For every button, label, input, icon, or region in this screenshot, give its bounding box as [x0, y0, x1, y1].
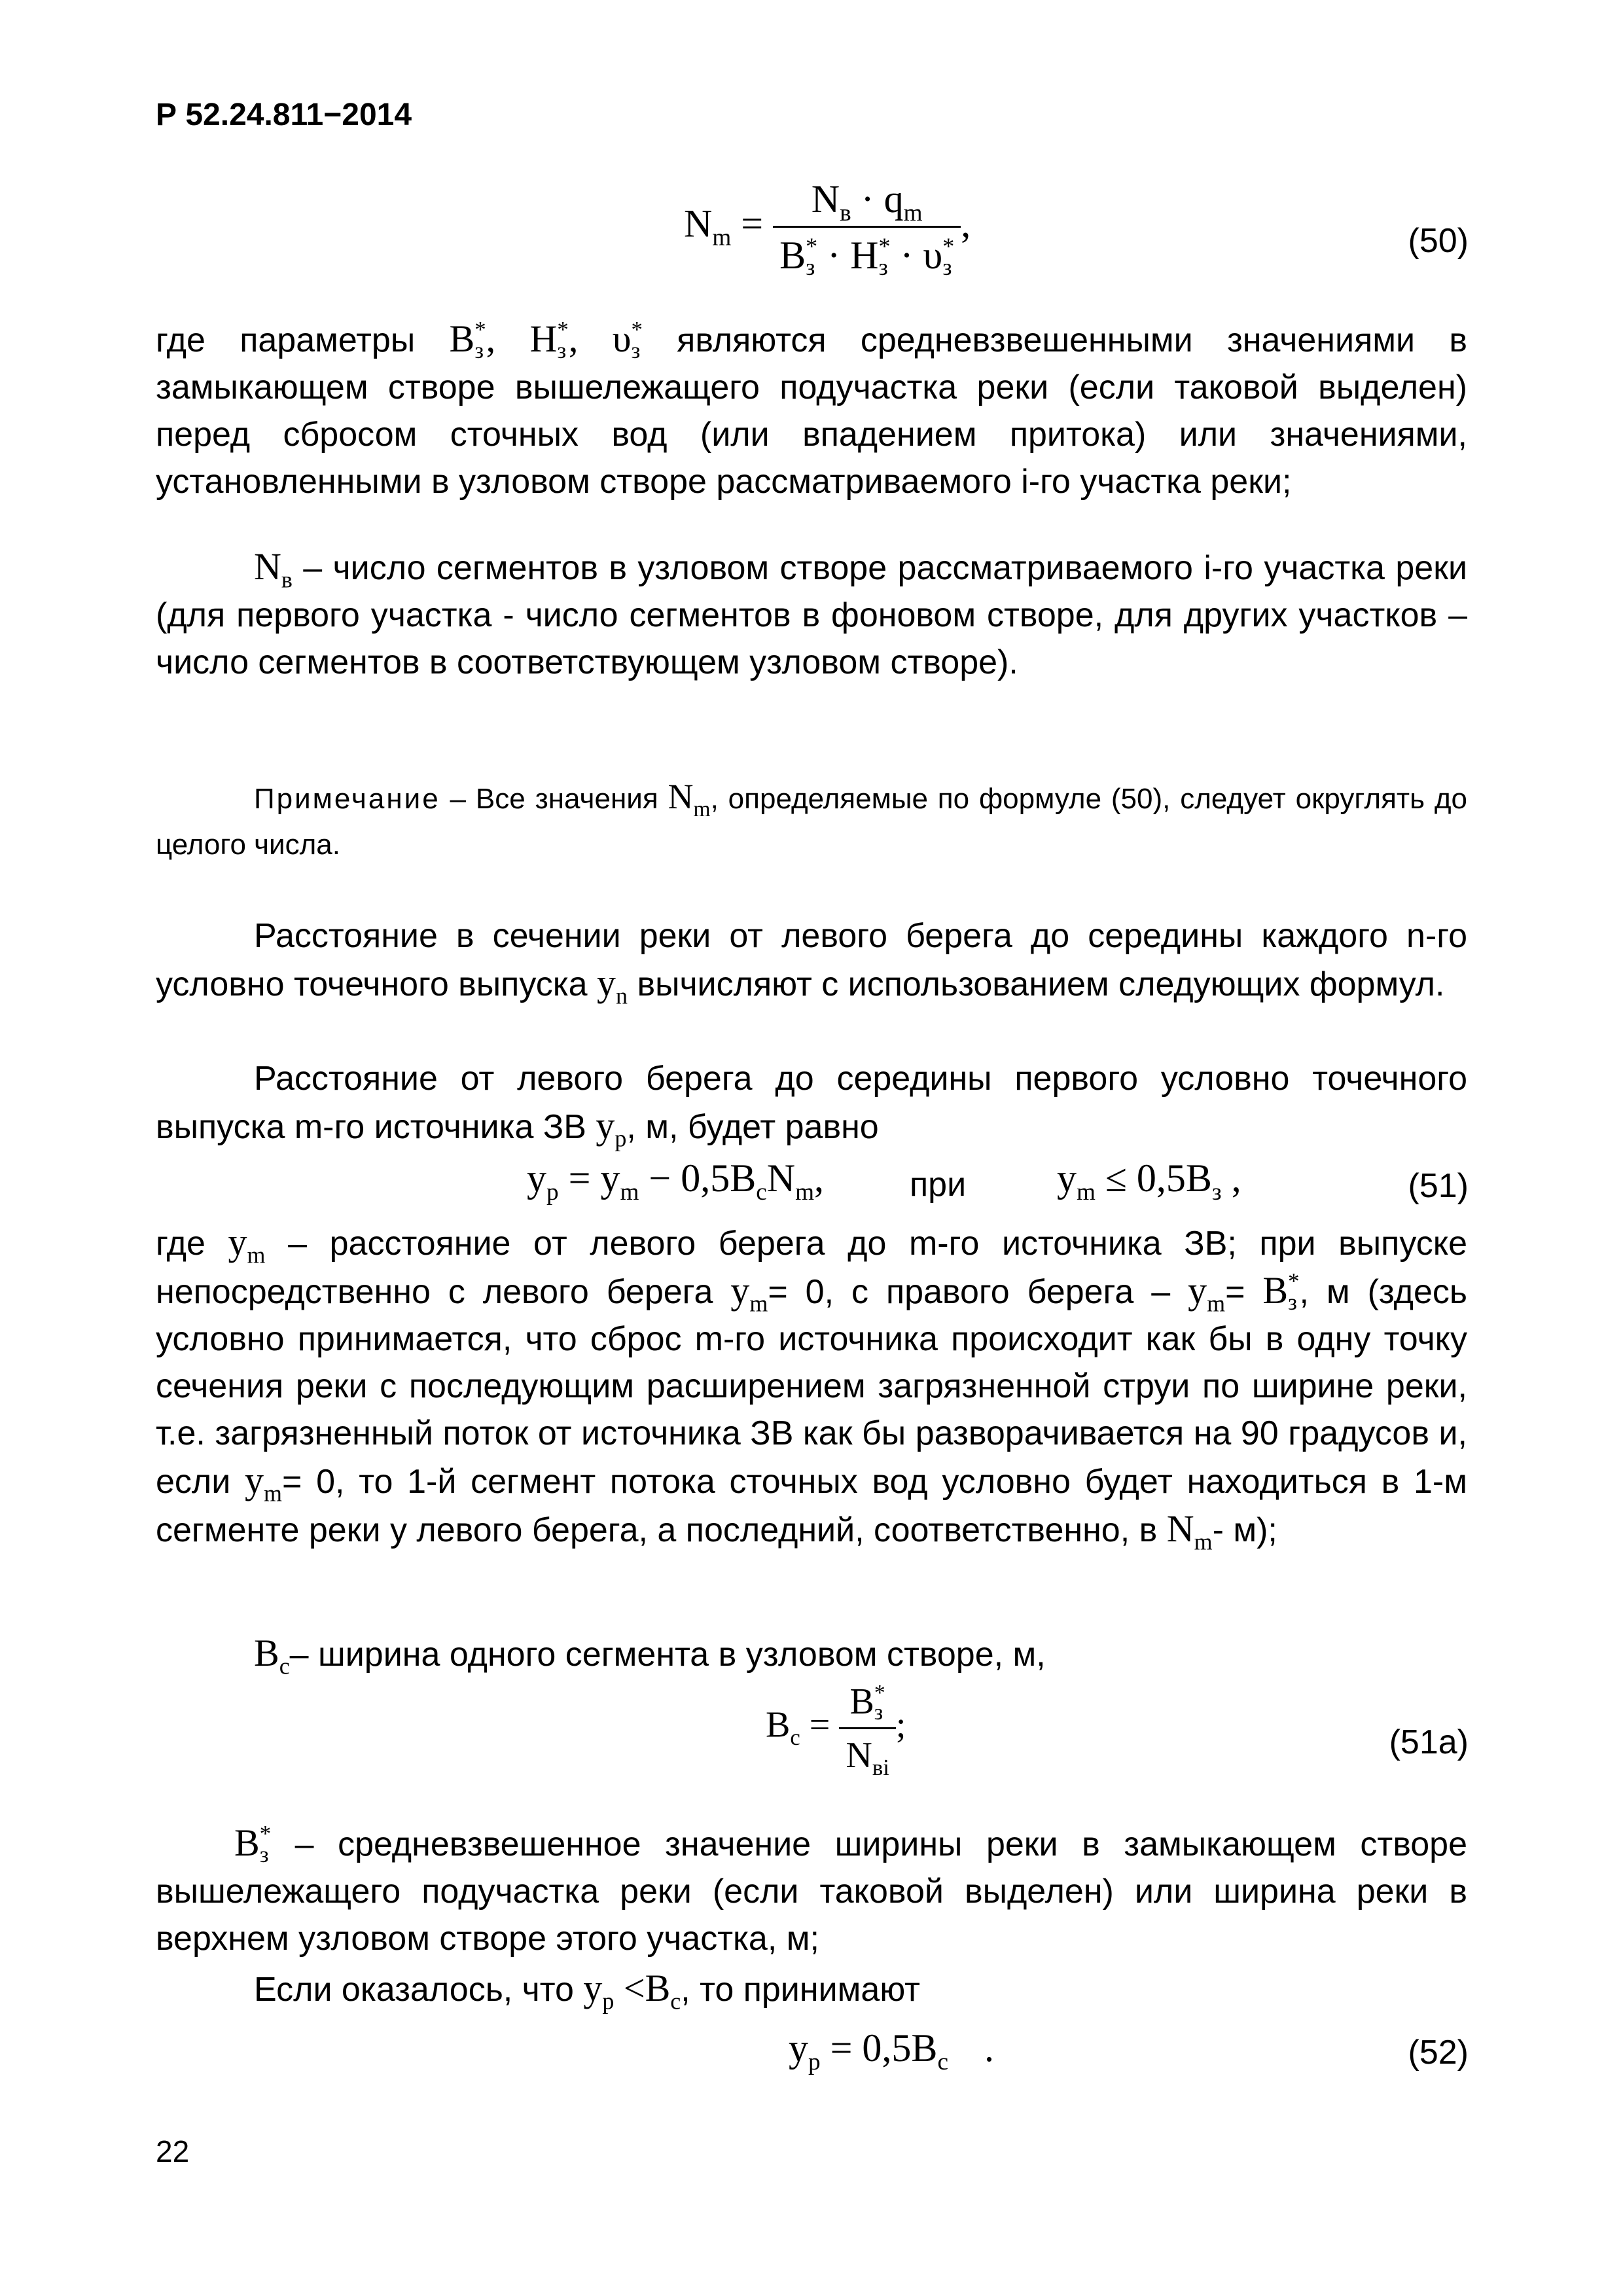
paragraph-ym-definition: где $y_m$ – расстояние от левого берега до m-го источника ЗВ; при выпуске непосредственно с левого берега $y_m= 0$, с правого берега – $y_m= B$ * з , м (здесь условно принимается, что сброс m-го источника происходит как бы в одну точку сечения реки с последующим расширением загрязненной струи по ширине реки, т.е. загрязненный поток от источника ЗВ как бы разворачивается на 90 градусов и, если $y_m= 0$, то 1-й сегмент потока сточных вод условно будет находиться в 1-м сегменте реки у левого берега, а последний, соответственно, в $N_m-$ м); [156, 1221, 1467, 1555]
formula-51-condition-word: при [910, 1166, 967, 1204]
document-code-header: Р 52.24.811−2014 [156, 98, 412, 132]
formula-51: $y_p = y_m - 0,5B_cN_m$, [527, 1157, 825, 1206]
paragraph-if-condition: Если оказалось, что $y_p <B_c$, то принимают [254, 1967, 920, 2015]
paragraph-segment-width: $B_c-$ ширина одного сегмента в узловом створе, м, [254, 1632, 1046, 1679]
paragraph-river-width: B * з – средневзвешенное значение ширины реки в замыкающем створе вышележащего подучастка реки (если таковой выделен) или ширина реки в верхнем узловом створе этого участка, м; [156, 1821, 1467, 1958]
note-label: Примечание [254, 783, 440, 815]
formula-50: $N_m$ = $N_в \cdot q_m$ B * з · H * з · υ * з , [684, 177, 971, 281]
formula-52-number: (52) [1408, 2034, 1469, 2072]
page-number: 22 [156, 2134, 190, 2168]
formula-51-condition: $y_m \le 0,5B_з$ , [1057, 1157, 1241, 1206]
formula-52: $y_p = 0,5B_c$ . [789, 2026, 994, 2075]
formula-50-number: (50) [1408, 222, 1469, 260]
formula-51a-fraction: B * з $N_{вi}$ [839, 1681, 896, 1776]
paragraph-parameters: где параметры B * з , H * з , υ * з являются средневзвешенными значениями в замыкающем створе вышележащего подучастка реки (если таковой выделен) перед сбросом сточных вод (или впадением притока) или значениями, установленными в узловом створе рассматриваемого i-го участка реки; [156, 317, 1467, 501]
formula-50-fraction: $N_в \cdot q_m$ B * з · H * з · υ * з [773, 177, 961, 278]
paragraph-segments-count: $N_в$ – число сегментов в узловом створе рассматриваемого i-го участка реки (для первого участка - число сегментов в фоновом створе, для других участков – число сегментов в соответствующем узловом створе). [156, 545, 1467, 681]
formula-51-number: (51) [1408, 1167, 1469, 1205]
formula-51a-number: (51а) [1389, 1723, 1469, 1761]
paragraph-first-outlet: Расстояние от левого берега до середины первого условно точечного выпуска m-го источника ЗВ $y_p$, м, будет равно [156, 1060, 1467, 1152]
formula-51a: $B_c$ = B * з $N_{вi}$ ; [766, 1681, 906, 1780]
note-rounding: Примечание – Все значения $N_m$, определяемые по формуле (50), следует округлять до целого числа. [156, 777, 1468, 861]
paragraph-distance-intro: Расстояние в сечении реки от левого берега до середины каждого n-го условно точечного выпуска $y_n$ вычисляют с использованием следующих формул. [156, 917, 1467, 1009]
